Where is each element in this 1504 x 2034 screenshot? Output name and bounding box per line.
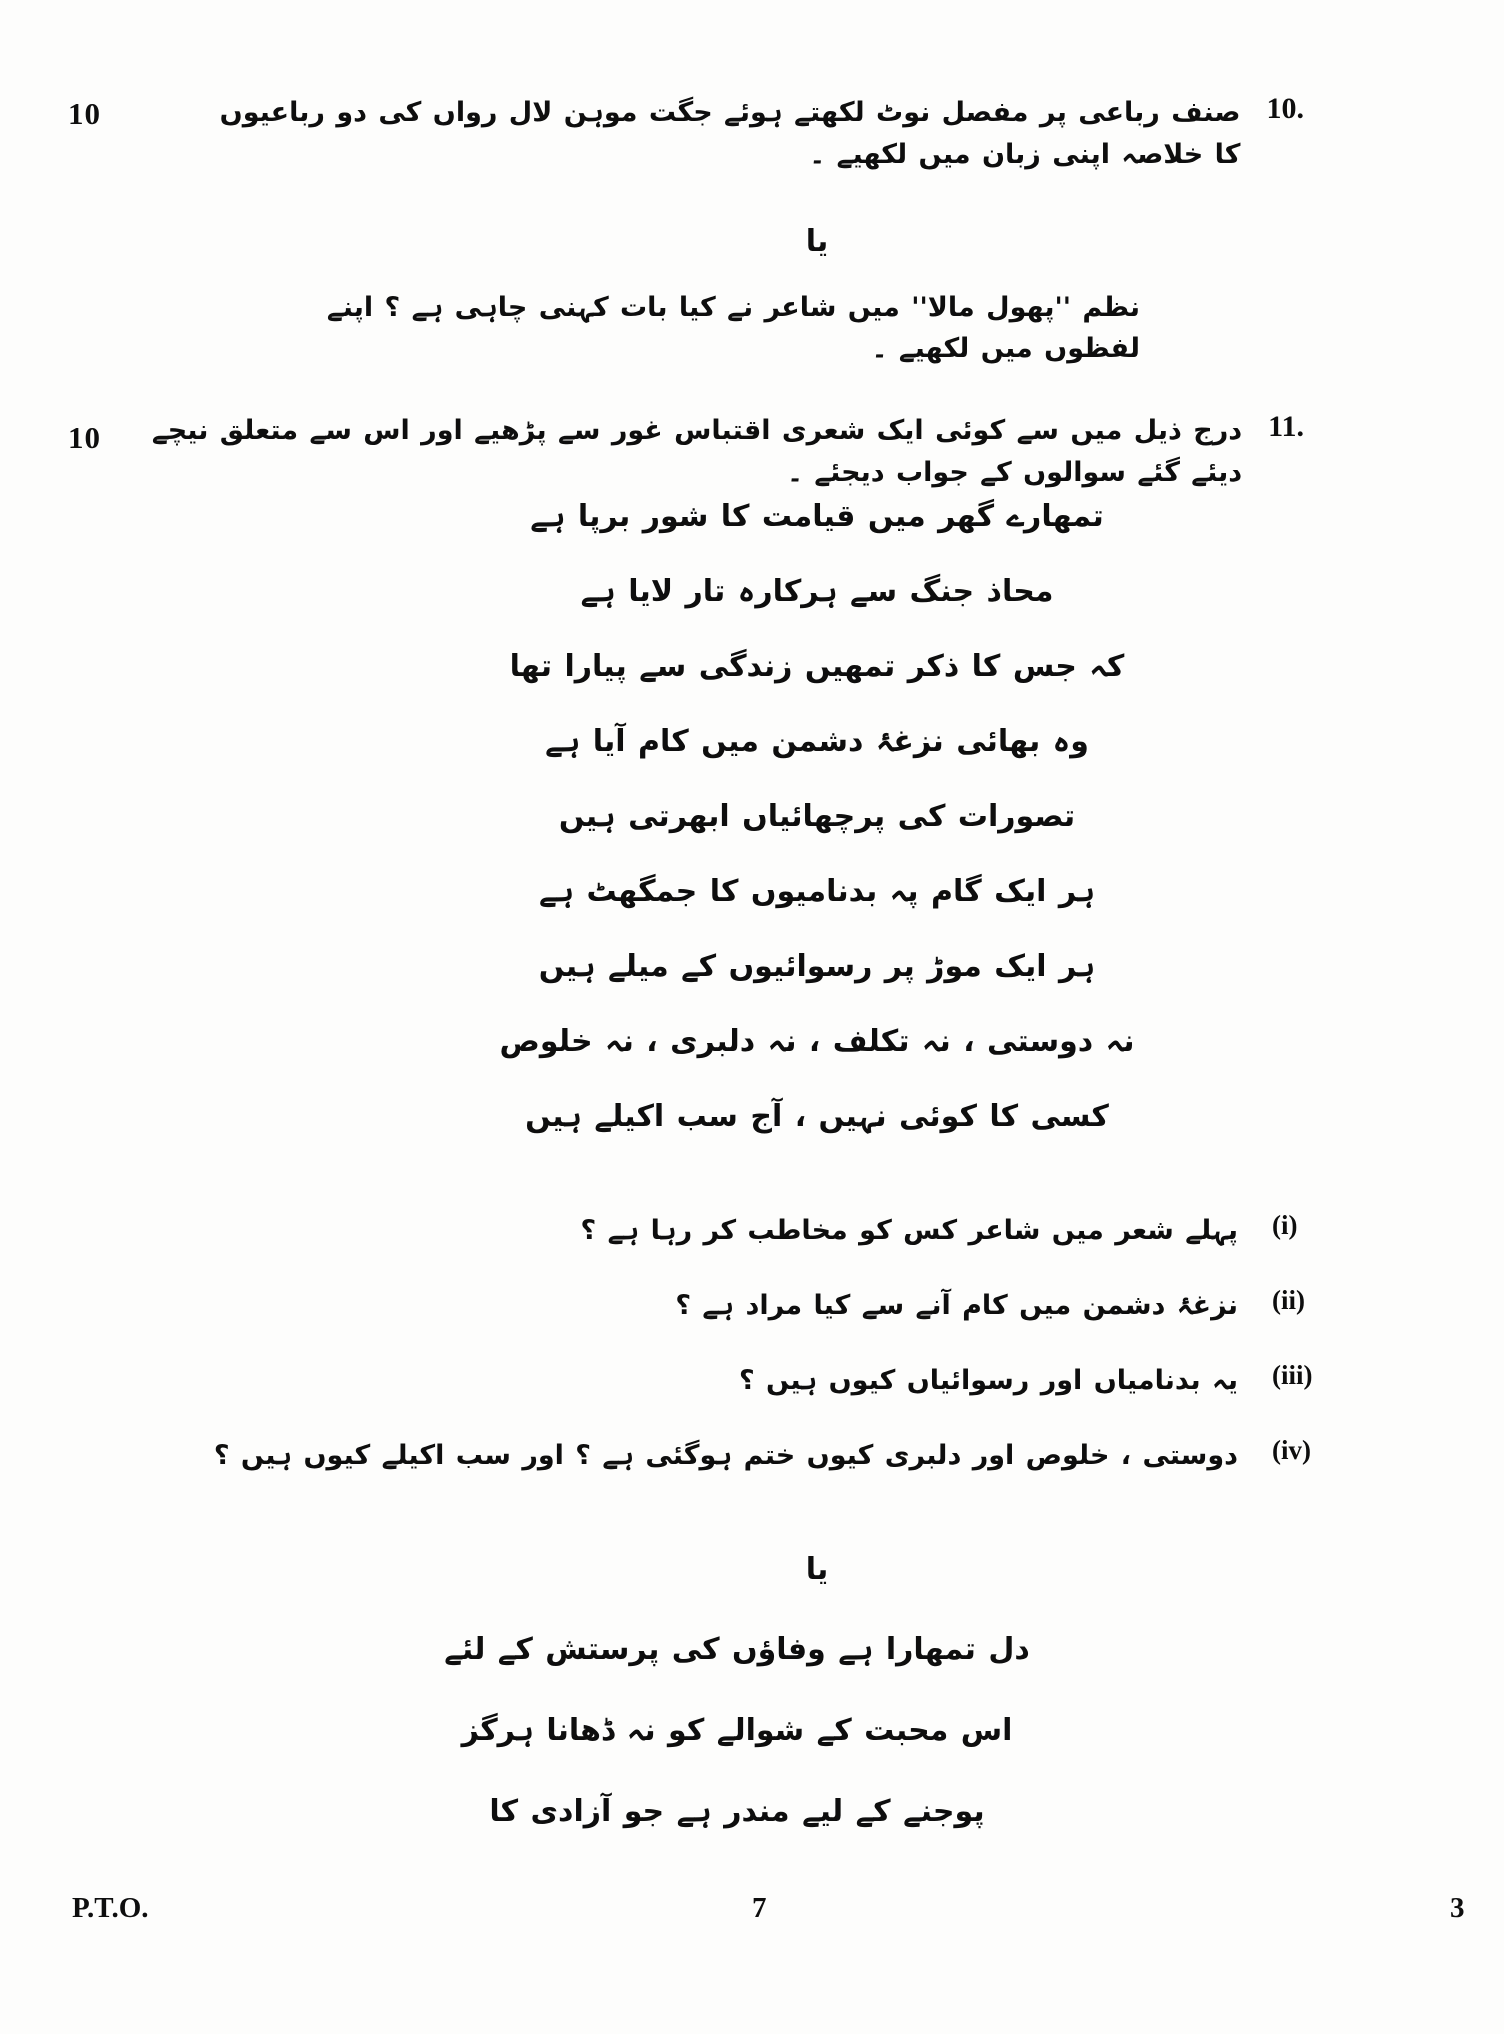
poetry-excerpt-2 xyxy=(360,1628,1114,1865)
subq-iii-number: (iii) xyxy=(1272,1360,1313,1390)
subq-ii-text: نزغۂ دشمن میں کام آنے سے کیا مراد ہے ؟ xyxy=(675,1290,1238,1321)
footer-page-number-right: 3 xyxy=(1450,1892,1465,1924)
q11-marks: 10 xyxy=(68,420,101,455)
subq-iii-text: یہ بدنامیاں اور رسوائیاں کیوں ہیں ؟ xyxy=(739,1365,1238,1396)
verse-line: وہ بھائی نزغۂ دشمن میں کام آیا ہے xyxy=(545,724,1089,759)
q11-text: درج ذیل میں سے کوئی ایک شعری اقتباس غور سے پڑھیے اور اس سے متعلق نیچے دیئے گئے سوالوں کے جواب دیجئے ۔ xyxy=(151,415,1243,488)
verse-line: کہ جس کا ذکر تمھیں زندگی سے پیارا تھا xyxy=(509,649,1125,684)
verse-line: پوجنے کے لیے مندر ہے جو آزادی کا xyxy=(489,1794,985,1829)
subq-i-number: (i) xyxy=(1272,1210,1298,1240)
subq-ii-number: (ii) xyxy=(1272,1285,1305,1315)
verse-line: کسی کا کوئی نہیں ، آج سب اکیلے ہیں xyxy=(525,1099,1109,1134)
subquestion-row xyxy=(300,1360,1344,1406)
verse-line: ہر ایک موڑ پر رسوائیوں کے میلے ہیں xyxy=(538,949,1096,984)
footer-page-number-center: 7 xyxy=(752,1892,767,1924)
verse-line: تصورات کی پرچھائیاں ابھرتی ہیں xyxy=(558,799,1076,834)
subq-iv-number: (iv) xyxy=(1272,1435,1311,1465)
q11-number: 11. xyxy=(1268,410,1304,443)
q10-alt-text: نظم ''پھول مالا'' میں شاعر نے کیا بات کہنی چاہی ہے ؟ اپنے لفظوں میں لکھیے ۔ xyxy=(326,292,1140,364)
subquestion-row xyxy=(213,1435,1344,1481)
sub-questions-list xyxy=(213,1210,1344,1510)
verse-line: محاذ جنگ سے ہرکارہ تار لایا ہے xyxy=(580,574,1054,609)
question-11-row xyxy=(120,410,1304,494)
q10-number: 10. xyxy=(1266,92,1304,125)
verse-line: اس محبت کے شوالے کو نہ ڈھانا ہرگز xyxy=(461,1713,1013,1748)
verse-line: تمھارے گھر میں قیامت کا شور برپا ہے xyxy=(530,499,1104,534)
verse-line: نہ دوستی ، نہ تکلف ، نہ دلبری ، نہ خلوص xyxy=(499,1024,1135,1059)
subq-i-text: پہلے شعر میں شاعر کس کو مخاطب کر رہا ہے ؟ xyxy=(580,1215,1238,1246)
verse-line: دل تمھارا ہے وفاؤں کی پرستش کے لئے xyxy=(444,1632,1030,1667)
question-10-row xyxy=(200,92,1304,176)
q10-marks: 10 xyxy=(68,96,101,131)
poetry-excerpt-1 xyxy=(430,495,1204,1170)
subquestion-row xyxy=(300,1285,1344,1331)
subq-iv-text: دوستی ، خلوص اور دلبری کیوں ختم ہوگئی ہے ؟ اور سب اکیلے کیوں ہیں ؟ xyxy=(213,1440,1238,1471)
subquestion-row xyxy=(300,1210,1344,1256)
footer-pto-label: P.T.O. xyxy=(72,1892,149,1924)
q10-or-divider: یا xyxy=(805,224,829,259)
verse-line: ہر ایک گام پہ بدنامیوں کا جمگھٹ ہے xyxy=(538,874,1096,909)
q11-or-divider: یا xyxy=(805,1552,829,1587)
q10-text: صنف رباعی پر مفصل نوٹ لکھتے ہوئے جگت موہن لال رواں کی دو رباعیوں کا خلاصہ اپنی زبان میں لکھیے ۔ xyxy=(219,97,1241,170)
